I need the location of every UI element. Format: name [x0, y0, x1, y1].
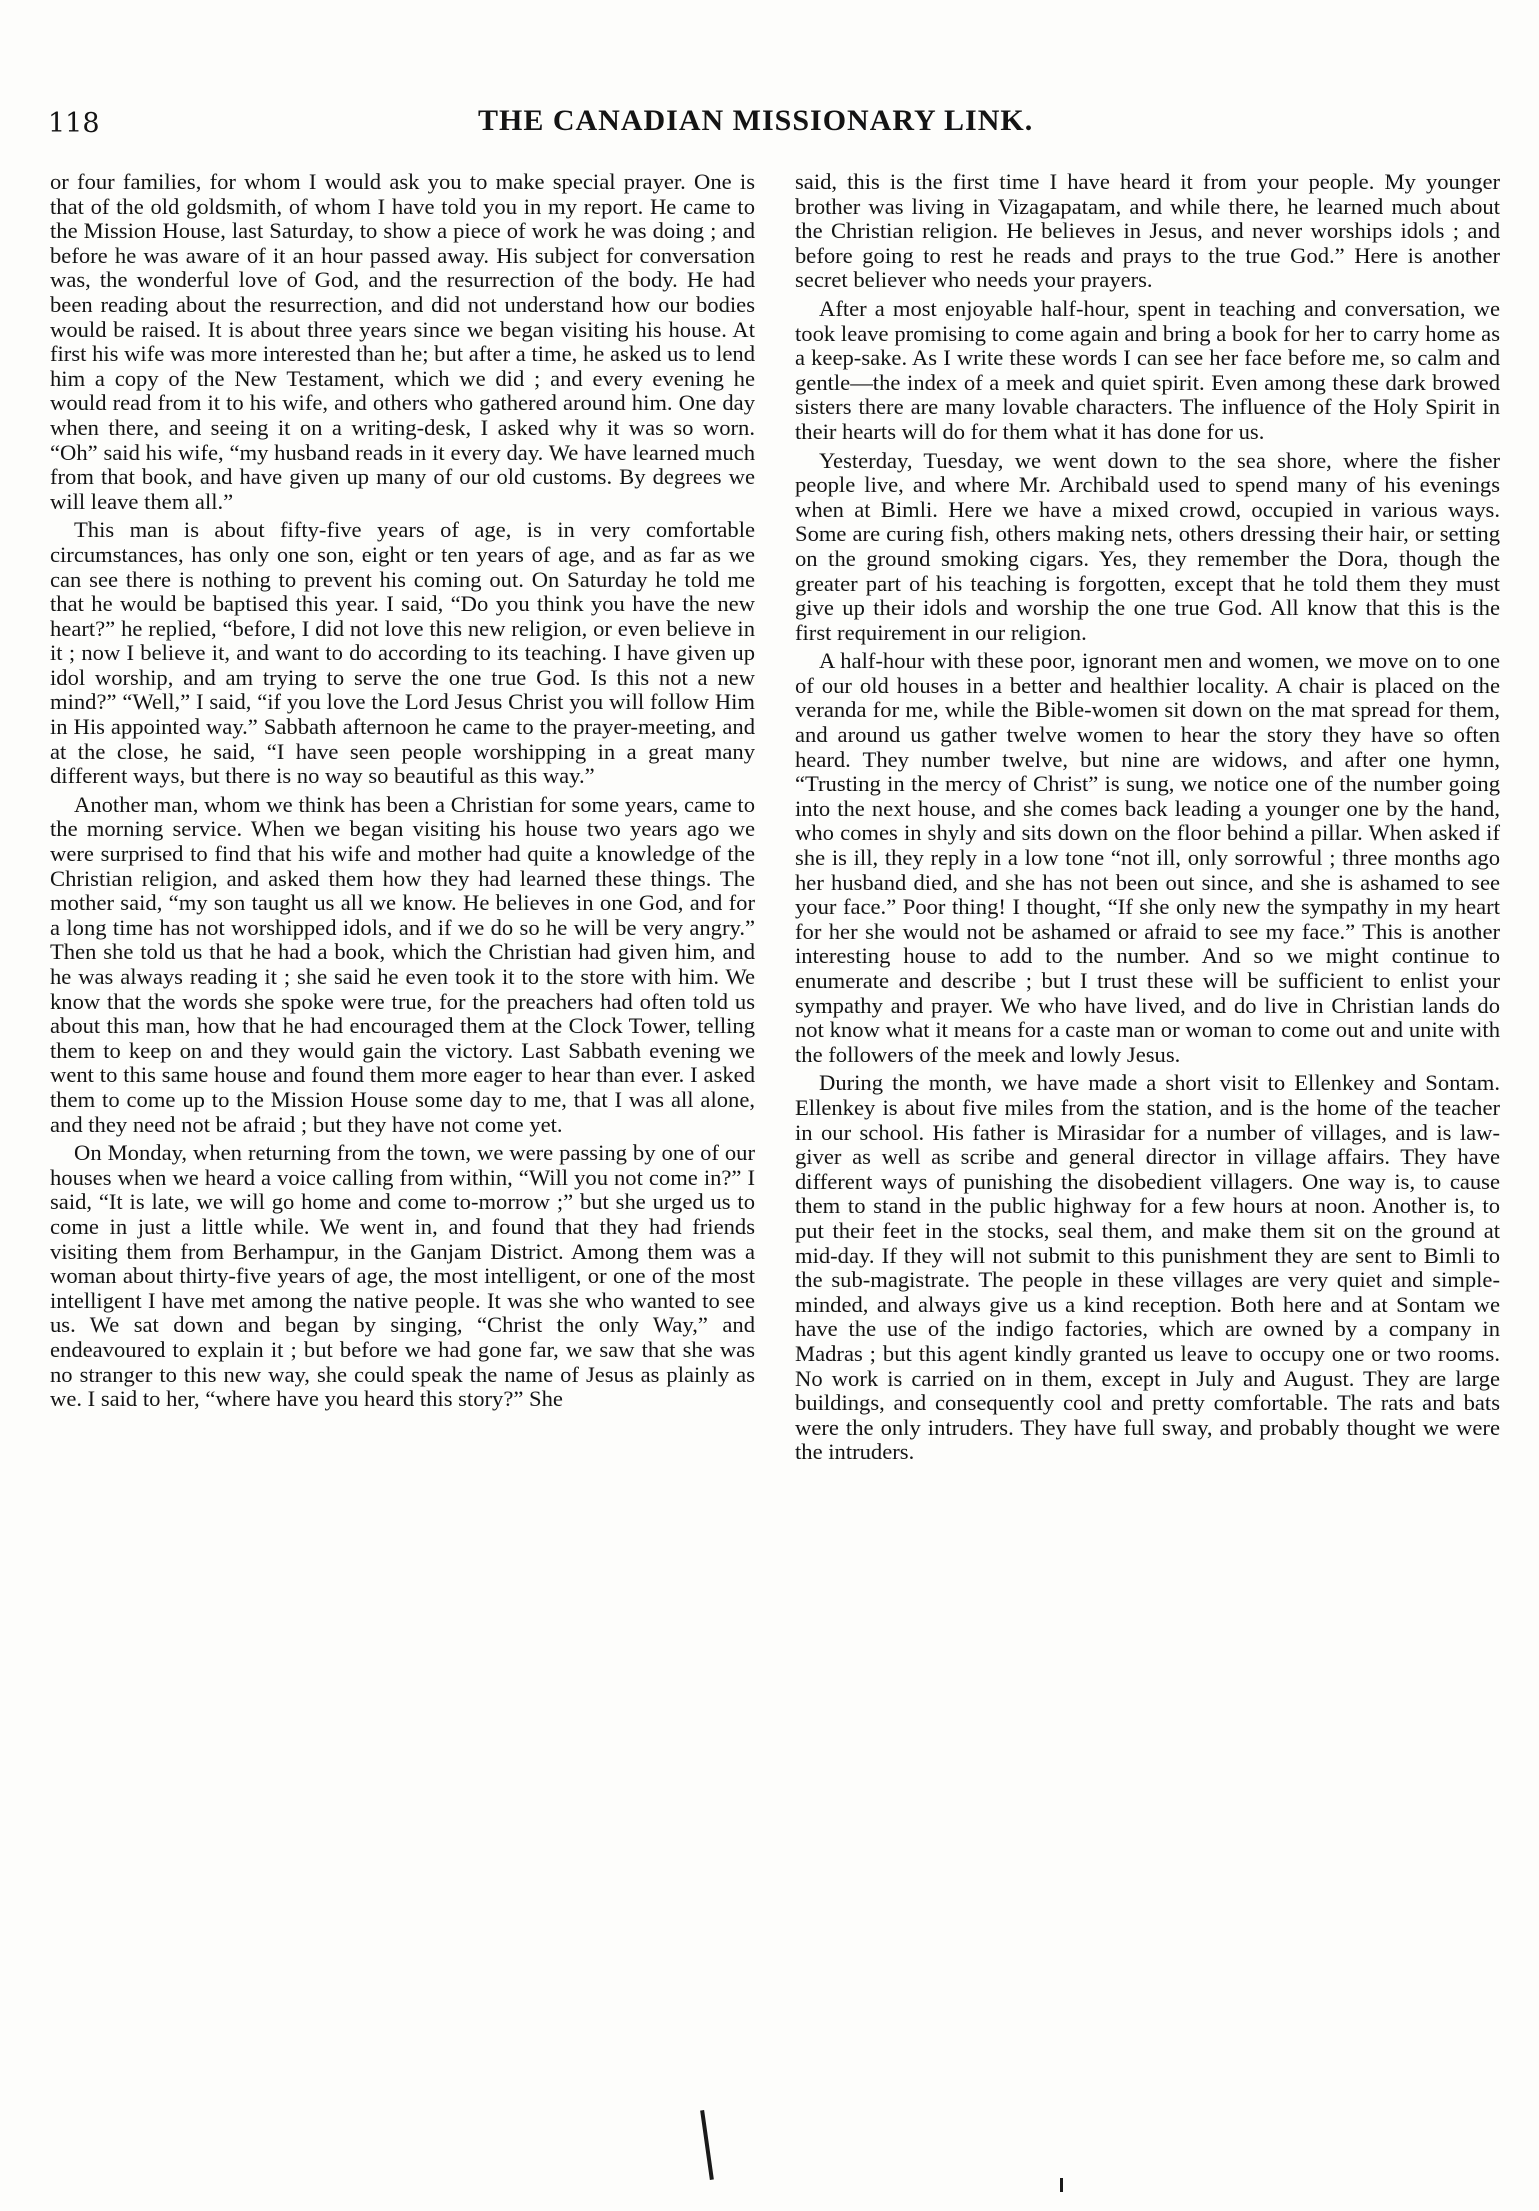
paragraph: During the month, we have made a short visit to Ellenkey and Sontam. Ellenkey is about five miles from the station, and is the home of the teacher in our school. His father is Mirasidar for a number of villages, and is law-giver as well as scribe and general director in village affairs. They have different ways of punishing the disobedient villagers. One way is, to cause them to stand in the public highway for a few hours at noon. Another is, to put their feet in the stocks, seal them, and make them sit on the ground at mid-day. If they will not submit to this punishment they are sent to Bimli to the sub-magistrate. The people in these villages are very quiet and simple-minded, and always give us a kind reception. Both here and at Sontam we have the use of the indigo factories, which are owned by a company in Madras ; but this agent kindly granted us leave to occupy one or two rooms. No work is carried on in them, except in July and August. They are large buildings, and consequently cool and pretty comfortable. The rats and bats were the only intruders. They have full sway, and probably thought we were the intruders. — [795, 1070, 1500, 1465]
paragraph: said, this is the first time I have heard it from your people. My younger brother was living in Vizagapatam, and while there, he learned much about the Christian religion. He believes in Jesus, and never worships idols ; and before going to rest he reads and prays to the true God.” Here is another secret believer who needs your prayers. — [795, 169, 1500, 293]
right-column — [795, 170, 1500, 1465]
paragraph: This man is about fifty-five years of age, is in very comfortable circumstances, has only one son, eight or ten years of age, and as far as we can see there is nothing to prevent his coming out. On Saturday he told me that he would be baptised this year. I said, “Do you think you have the new heart?” he replied, “before, I did not love this new religion, or even believe in it ; now I believe it, and want to do according to its teaching. I have given up idol worship, and am trying to serve the one true God. Is this not a new mind?” “Well,” I said, “if you love the Lord Jesus Christ you will follow Him in His appointed way.” Sabbath afternoon he came to the prayer-meeting, and at the close, he said, “I have seen people worshipping in a great many different ways, but there is no way so beautiful as this way.” — [50, 517, 755, 789]
left-column — [50, 170, 755, 1412]
ink-smudge — [1060, 2178, 1063, 2192]
ink-smudge — [700, 2110, 714, 2180]
page-header — [38, 104, 1498, 144]
paragraph: Yesterday, Tuesday, we went down to the sea shore, where the fisher people live, and where Mr. Archibald used to spend many of his evenings when at Bimli. Here we have a mixed crowd, occupied in various ways. Some are curing fish, others making nets, others dressing their hair, or setting on the ground smoking cigars. Yes, they remember the Dora, though the greater part of his teaching is forgotten, except that he told them they must give up their idols and worship the one true God. All know that this is the first requirement in our religion. — [795, 447, 1500, 645]
journal-title: THE CANADIAN MISSIONARY LINK. — [478, 104, 1034, 137]
paragraph: or four families, for whom I would ask you to make special prayer. One is that of the old goldsmith, of whom I have told you in my report. He came to the Mission House, last Saturday, to show a piece of work he was doing ; and before he was aware of it an hour passed away. His subject for conversation was, the wonderful love of God, and the resurrection of the body. He had been reading about the resurrection, and did not understand how our bodies would be raised. It is about three years since we began visiting his house. At first his wife was more interested than he; but after a time, he asked us to lend him a copy of the New Testament, which we did ; and every evening he would read from it to his wife, and others who gathered around him. One day when there, and seeing it on a writing-desk, I asked why it was so worn. “Oh” said his wife, “my husband reads in it every day. We have learned much from that book, and have given up many of our old customs. By degrees we will leave them all.” — [50, 169, 755, 514]
paragraph: Another man, whom we think has been a Christian for some years, came to the morning service. When we began visiting his house two years ago we were surprised to find that his wife and mother had quite a knowledge of the Christian religion, and asked them how they had learned these things. The mother said, “my son taught us all we know. He believes in one God, and for a long time has not worshipped idols, and if we do so he will be very angry.” Then she told us that he had a book, which the Christian had given him, and he was always reading it ; she said he even took it to the store with him. We know that the words she spoke were true, for the preachers had often told us about this man, how that he had encouraged them at the Clock Tower, telling them to keep on and they would gain the victory. Last Sabbath evening we went to this same house and found them more eager to hear than ever. I asked them to come up to the Mission House some day to me, that I was all alone, and they need not be afraid ; but they have not come yet. — [50, 791, 755, 1137]
page-number: 118 — [48, 108, 100, 139]
paragraph: On Monday, when returning from the town, we were passing by one of our houses when we heard a voice calling from within, “Will you not come in?” I said, “It is late, we will go home and come to-morrow ;” but she urged us to come in just a little while. We went in, and found that they had friends visiting them from Berhampur, in the Ganjam District. Among them was a woman about thirty-five years of age, the most intelligent, or one of the most intelligent I have met among the native people. It was she who wanted to see us. We sat down and began by singing, “Christ the only Way,” and endeavoured to explain it ; but before we had gone far, we saw that she was no stranger to this new way, she could speak the name of Jesus as plainly as we. I said to her, “where have you heard this story?” She — [50, 1140, 755, 1412]
paragraph: A half-hour with these poor, ignorant men and women, we move on to one of our old houses in a better and healthier locality. A chair is placed on the veranda for me, while the Bible-women sit down on the mat spread for them, and around us gather twelve women to hear the story they have so often heard. They number twelve, but nine are widows, and after one hymn, “Trusting in the mercy of Christ” is sung, we notice one of the number going into the next house, and she comes back leading a younger one by the hand, who comes in shyly and sits down on the floor behind a pillar. When asked if she is ill, they reply in a low tone “not ill, only sorrowful ; three months ago her husband died, and she has not been out since, and she is ashamed to see your face.” Poor thing! I thought, “If she only new the sympathy in my heart for her she would not be ashamed or afraid to see my face.” This is another interesting house to add to the number. And so we might continue to enumerate and describe ; but I trust these will be sufficient to enlist your sympathy and prayer. We who have lived, and do live in Christian lands do not know what it means for a caste man or woman to come out and unite with the followers of the meek and lowly Jesus. — [795, 648, 1500, 1067]
paragraph: After a most enjoyable half-hour, spent in teaching and conversation, we took leave promising to come again and bring a book for her to carry home as a keep-sake. As I write these words I can see her face before me, so calm and gentle—the index of a meek and quiet spirit. Even among these dark browed sisters there are many lovable characters. The influence of the Holy Spirit in their hearts will do for them what it has done for us. — [795, 295, 1500, 444]
